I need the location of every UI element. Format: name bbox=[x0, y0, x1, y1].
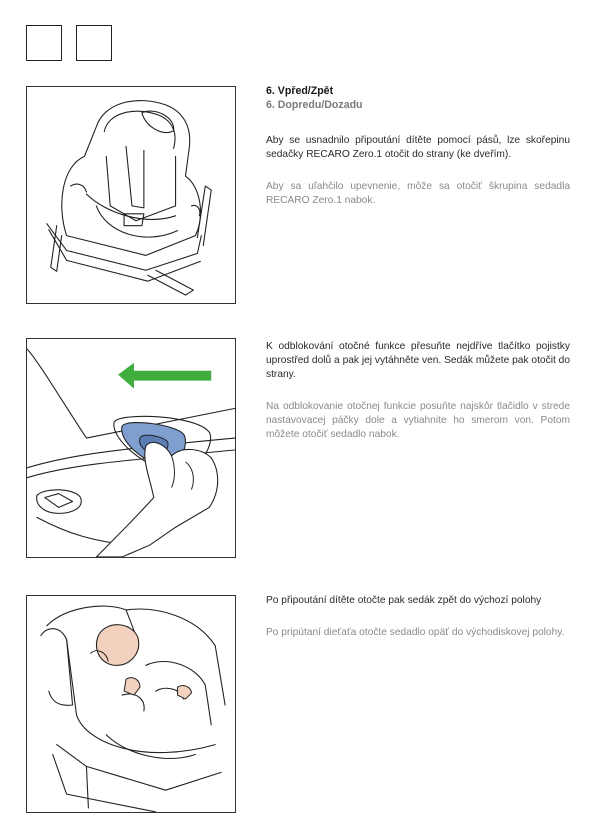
hand-icon bbox=[96, 442, 217, 557]
instruction-cz-2: K odblokování otočné funkce přesuňte nejdříve tlačítko pojistky uprostřed dolů a pak jej vytáhněte ven. Sedák můžete pak otočit do strany. bbox=[266, 341, 570, 380]
release-button-illustration bbox=[27, 339, 235, 557]
step-title-sk: 6. Dopredu/Dozadu bbox=[266, 99, 363, 111]
car-seat-illustration bbox=[27, 87, 235, 303]
section-1-text bbox=[266, 84, 570, 208]
instruction-cz-1: Aby se usnadnilo připoutání dítěte pomocí pásů, lze skořepinu sedačky RECARO Zero.1 otočit do strany (ke dveřím). bbox=[266, 135, 570, 160]
section-3-text bbox=[266, 594, 570, 640]
figure-car-seat bbox=[26, 86, 236, 304]
instruction-sk-2: Na odblokovanie otočnej funkcie posuňte najskôr tlačidlo v strede nastavovacej páčky dole a vytiahnite ho smerom von. Potom môžete otočiť sedadlo nabok. bbox=[266, 401, 570, 440]
section-2-text bbox=[266, 340, 570, 442]
instruction-cz-3: Po připoutání dítěte otočte pak sedák zpět do výchozí polohy bbox=[266, 595, 542, 606]
checkbox-square-2 bbox=[76, 25, 112, 61]
instruction-sk-1: Aby sa uľahčilo upevnenie, môže sa otočiť škrupina sedadla RECARO Zero.1 nabok. bbox=[266, 181, 570, 206]
step-title-cz: 6. Vpřed/Zpět bbox=[266, 85, 334, 97]
checkbox-square-1 bbox=[26, 25, 62, 61]
figure-child-seat bbox=[26, 595, 236, 813]
arrow-left-icon bbox=[118, 363, 211, 389]
child-in-seat-illustration bbox=[27, 596, 235, 812]
figure-release-button bbox=[26, 338, 236, 558]
instruction-sk-3: Po pripútaní dieťaťa otočte sedadlo opäť do východiskovej polohy. bbox=[266, 627, 565, 638]
child-head-icon bbox=[97, 625, 139, 666]
